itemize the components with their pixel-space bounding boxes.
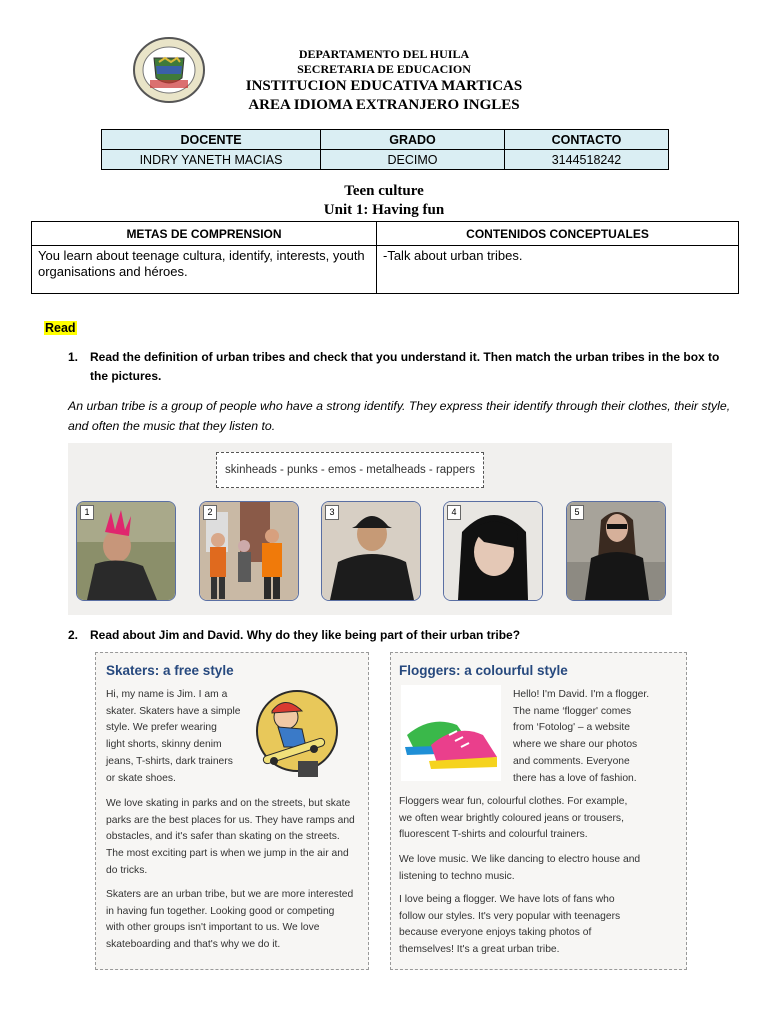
floggers-paragraph-3: We love music. We like dancing to electro house and listening to techno music.	[399, 854, 641, 882]
department-line: DEPARTAMENTO DEL HUILA	[298, 47, 470, 61]
photo-number: 5	[570, 505, 584, 520]
docente-header: DOCENTE	[102, 130, 321, 150]
skaters-paragraph-3: Skaters are an urban tribe, but we are more interested in having fun together. Looking good or competing with other groups isn't important to us. We love skateboarding and that's why we do it.	[106, 889, 354, 951]
tribe-photo-1	[76, 501, 176, 601]
goals-header: METAS DE COMPRENSION	[32, 222, 377, 246]
floggers-title: Floggers: a colourful style	[399, 663, 568, 678]
question-2-number: 2.	[68, 628, 79, 642]
goals-text: You learn about teenage cultura, identify, interests, youth organisations and héroes.	[32, 246, 377, 294]
skaters-paragraph-2: We love skating in parks and on the streets, but skate parks are the best places for us. They have ramps and obstacles, and it's safer than skating on the streets. The most exciting part is when we jump in the air and do tricks.	[106, 798, 355, 876]
skater-illustration	[254, 681, 340, 779]
contacto-header: CONTACTO	[505, 130, 669, 150]
floggers-paragraph-2: Floggers wear fun, colourful clothes. For example, we often wear brightly coloured jeans or trousers, fluorescent T-shirts and colourful trainers.	[399, 796, 628, 841]
floggers-article	[390, 652, 687, 970]
photo-number: 2	[203, 505, 217, 520]
secretary-line: SECRETARIA DE EDUCACION	[297, 62, 471, 76]
tribe-photo-3	[321, 501, 421, 601]
question-2	[68, 626, 728, 646]
teacher-info-table	[101, 129, 669, 170]
floggers-paragraph-1: Hello! I'm David. I'm a flogger. The name ‘flogger' comes from ‘Fotolog' – a website where we share our photos and comments. Everyone there has a love of fashion.	[513, 689, 650, 784]
tribe-word-box: skinheads - punks - emos - metalheads - rappers	[216, 452, 484, 488]
goals-table	[31, 221, 739, 294]
skaters-paragraph-1: Hi, my name is Jim. I am a skater. Skaters have a simple style. We prefer wearing light shorts, skinny denim jeans, T-shirts, dark trainers or skate shoes.	[106, 689, 241, 784]
skaters-article	[95, 652, 369, 970]
read-label: Read	[45, 321, 76, 335]
photo-number: 4	[447, 505, 461, 520]
tribe-photo-2	[199, 501, 299, 601]
question-1	[68, 348, 728, 388]
unit-title: Unit 1: Having fun	[323, 202, 445, 218]
question-1-number: 1.	[68, 350, 79, 364]
question-2-text: Read about Jim and David. Why do they like being part of their urban tribe?	[90, 628, 521, 642]
unit-topic: Teen culture	[344, 183, 424, 199]
contents-header: CONTENIDOS CONCEPTUALES	[377, 222, 739, 246]
tribe-photo-5	[566, 501, 666, 601]
floggers-paragraph-4: I love being a flogger. We have lots of fans who follow our styles. It's very popular with teenagers because everyone enjoys taking photos of themselves! It's a great urban tribe.	[399, 894, 621, 956]
skaters-title: Skaters: a free style	[106, 663, 234, 678]
photo-number: 1	[80, 505, 94, 520]
docente-value: INDRY YANETH MACIAS	[102, 150, 321, 170]
question-1-text: Read the definition of urban tribes and check that you understand it. Then match the urban tribes in the box to the pictures.	[90, 350, 720, 383]
area-name: AREA IDIOMA EXTRANJERO INGLES	[248, 97, 520, 113]
urban-tribe-definition: An urban tribe is a group of people who have a strong identify. They express their identify through their clothes, their style, and often the music that they listen to.	[68, 399, 731, 433]
tribe-photo-4	[443, 501, 543, 601]
photo-number: 3	[325, 505, 339, 520]
trainers-illustration	[401, 685, 501, 781]
contacto-value: 3144518242	[505, 150, 669, 170]
contents-text: -Talk about urban tribes.	[377, 246, 739, 294]
grado-header: GRADO	[321, 130, 505, 150]
institution-name: INSTITUCION EDUCATIVA MARTICAS	[245, 78, 523, 94]
grado-value: DECIMO	[321, 150, 505, 170]
